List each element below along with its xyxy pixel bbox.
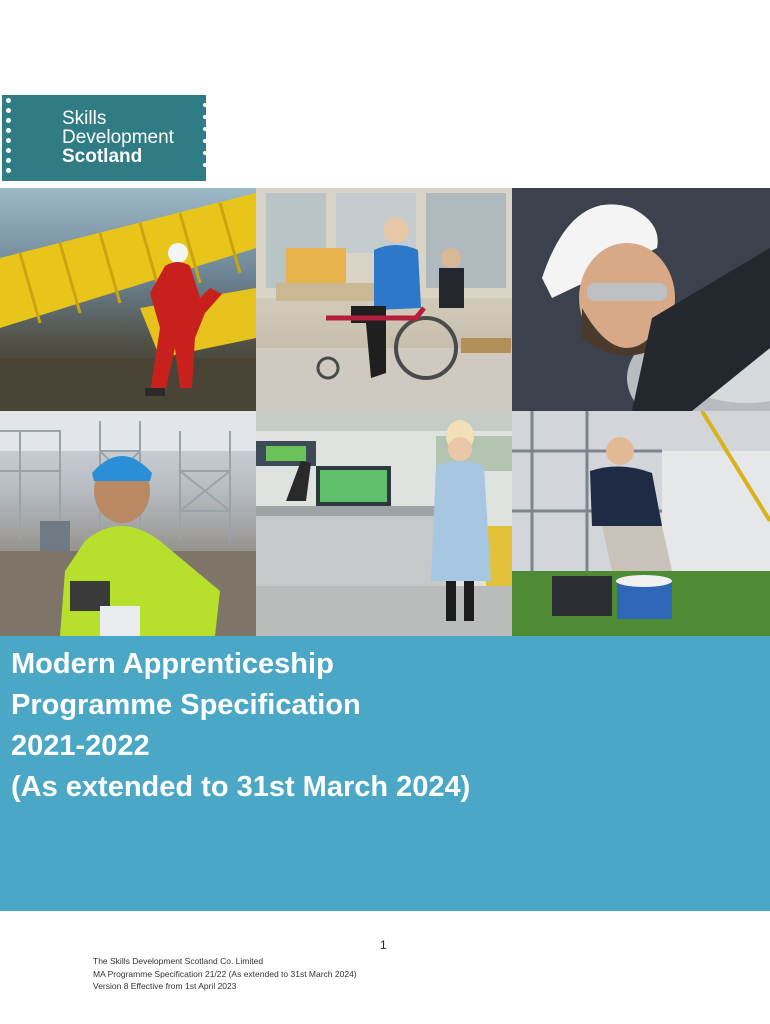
logo-text (62, 109, 174, 166)
title-band (0, 636, 770, 911)
sds-logo (2, 95, 206, 181)
footer-specification: MA Programme Specification 21/22 (As extended to 31st March 2024) (93, 968, 357, 979)
wheelchair-childcare-photo (256, 188, 512, 411)
title-line-2: Programme Specification (11, 689, 361, 721)
logo-line-scotland: Scotland (62, 146, 143, 167)
title-line-4: (As extended to 31st March 2024) (11, 771, 471, 803)
document-title (11, 644, 470, 808)
title-line-1: Modern Apprenticeship (11, 648, 334, 680)
logo-line-skills: Skills (62, 108, 107, 129)
logo-line-development: Development (62, 127, 174, 148)
laboratory-photo (256, 411, 512, 636)
hard-hat-engineer-photo (512, 188, 770, 411)
electrical-substation-photo (0, 411, 256, 636)
painter-scaffolding-photo (512, 411, 770, 636)
footer-company: The Skills Development Scotland Co. Limited (93, 956, 264, 966)
footer-version: Version 8 Effective from 1st April 2023 (93, 981, 237, 991)
logo-dots (2, 95, 12, 181)
page-footer (93, 955, 357, 993)
crane-worker-photo (0, 188, 256, 411)
page-number: 1 (380, 938, 387, 952)
title-line-3: 2021-2022 (11, 730, 150, 762)
